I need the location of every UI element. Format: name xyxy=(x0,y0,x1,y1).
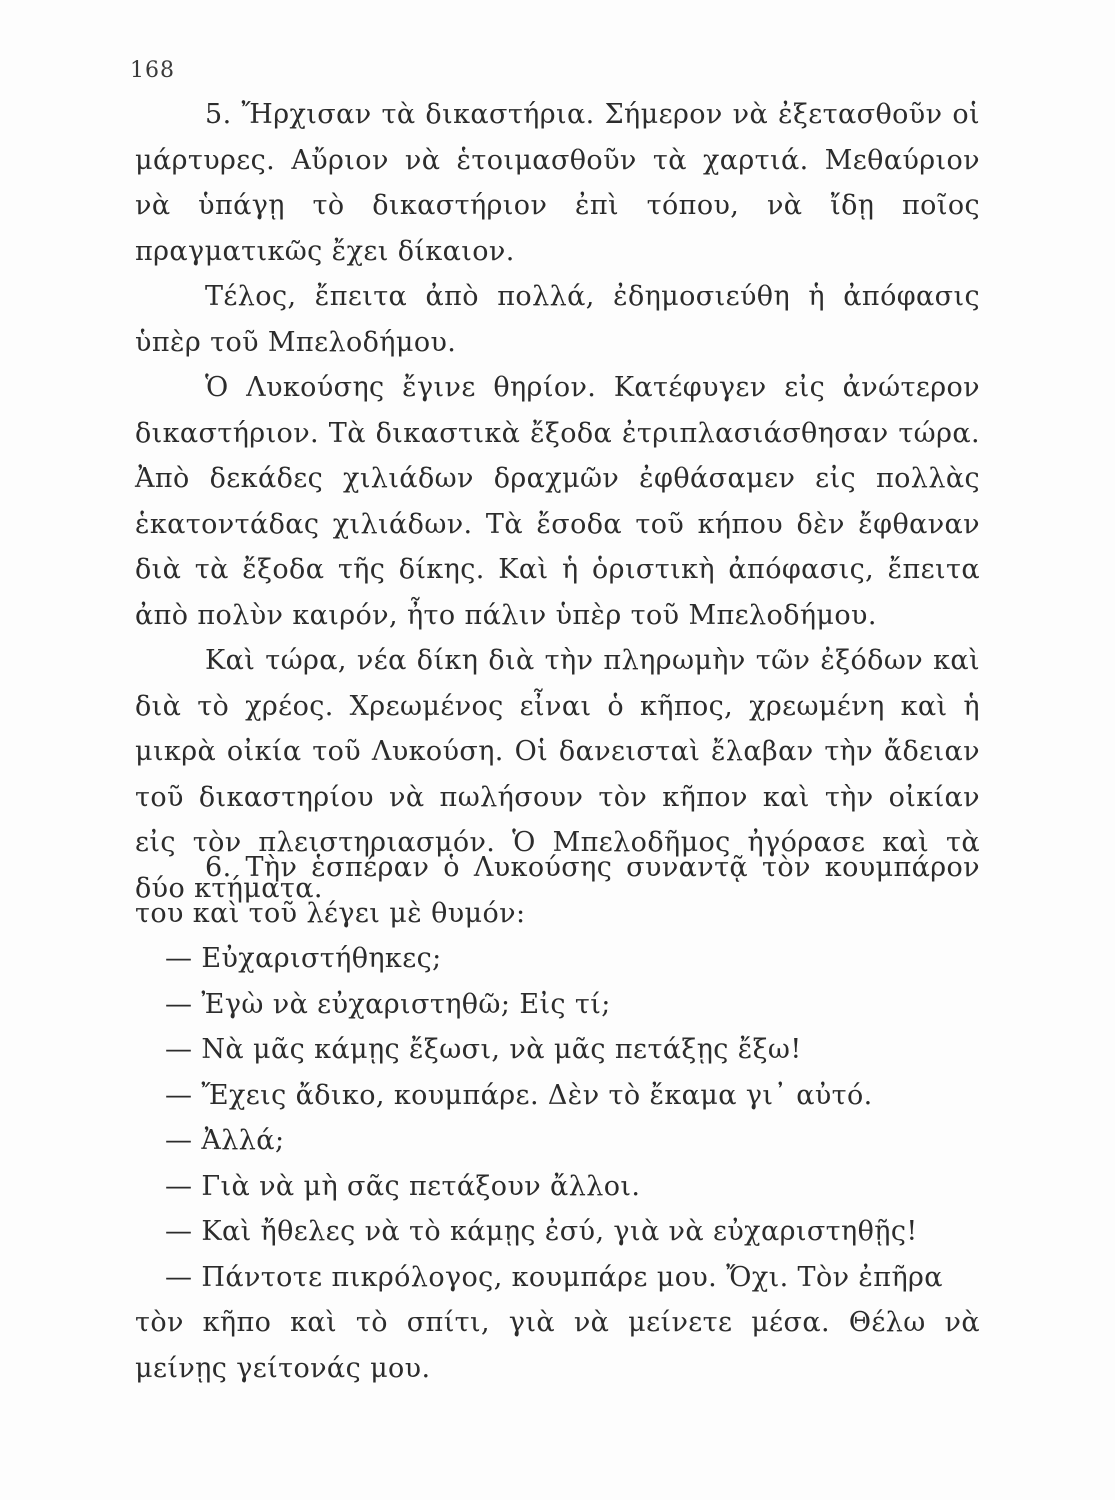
paragraph-5-courts: 5. Ἤρχισαν τὰ δικαστήρια. Σήμερον νὰ ἐξετασθοῦν οἱ μάρτυρες. Αὔριον νὰ ἑτοιμασθοῦν τὰ χαρτιά. Μεθαύριον νὰ ὑπάγῃ τὸ δικαστήριον ἐπὶ τόπου, νὰ ἴδῃ ποῖος πραγματικῶς ἔχει δίκαιον. xyxy=(135,99,980,267)
paragraph-5-appeal: Ὁ Λυκούσης ἔγινε θηρίον. Κατέφυγεν εἰς ἀνώτερον δικαστήριον. Τὰ δικαστικὰ ἔξοδα ἐτριπλασιάσθησαν τώρα. Ἀπὸ δεκάδες χιλιάδων δραχμῶν ἐφθάσαμεν εἰς πολλὰς ἑκατοντάδας χιλιάδων. Τὰ ἔσοδα τοῦ κήπου δὲν ἔφθαναν διὰ τὰ ἔξοδα τῆς δίκης. Καὶ ἡ ὁριστικὴ ἀπόφασις, ἔπειτα ἀπὸ πολὺν καιρόν, ἦτο πάλιν ὑπὲρ τοῦ Μπελοδήμου. xyxy=(135,372,980,631)
paragraph-5-verdict: Τέλος, ἔπειτα ἀπὸ πολλά, ἐδημοσιεύθη ἡ ἀπόφασις ὑπὲρ τοῦ Μπελοδήμου. xyxy=(135,281,980,358)
page-number: 168 xyxy=(130,58,175,83)
dialogue-line-final-continuation: τὸν κῆπο καὶ τὸ σπίτι, γιὰ νὰ μείνετε μέσα. Θέλω νὰ μείνῃς γείτονάς μου. xyxy=(135,1307,980,1384)
dialogue-line: — Ἐγὼ νὰ εὐχαριστηθῶ; Εἰς τί; xyxy=(165,988,611,1020)
dialogue-line: — Ἔχεις ἄδικο, κουμπάρε. Δὲν τὸ ἔκαμα γι᾿ αὐτό. xyxy=(165,1079,873,1111)
dialogue-line: — Καὶ ἤθελες νὰ τὸ κάμῃς ἐσύ, γιὰ νὰ εὐχαριστηθῇς! xyxy=(165,1216,918,1247)
paragraph-5-auction: Καὶ τώρα, νέα δίκη διὰ τὴν πληρωμὴν τῶν ἐξόδων καὶ διὰ τὸ χρέος. Χρεωμένος εἶναι ὁ κῆπος, χρεωμένη καὶ ἡ μικρὰ οἰκία τοῦ Λυκούση. Οἱ δανεισταὶ ἔλαβαν τὴν ἄδειαν τοῦ δικαστηρίου νὰ πωλήσουν τὸν κῆπον καὶ τὴν οἰκίαν εἰς τὸν πλειστηριασμόν. Ὁ Μπελοδῆμος ἠγόρασε καὶ τὰ δύο κτήματα. xyxy=(135,645,980,904)
dialogue-line: — Ἀλλά; xyxy=(165,1125,285,1156)
paragraph-6-intro: 6. Τὴν ἑσπέραν ὁ Λυκούσης συναντᾷ τὸν κουμπάρον του καὶ τοῦ λέγει μὲ θυμόν: xyxy=(135,852,980,929)
section-5 xyxy=(135,92,980,911)
dialogue-line: — Γιὰ νὰ μὴ σᾶς πετάξουν ἄλλοι. xyxy=(165,1170,641,1202)
section-6 xyxy=(135,845,980,1391)
dialogue-line: — Εὐχαριστήθηκες; xyxy=(165,943,442,974)
dialogue-line-final: — Πάντοτε πικρόλογος, κουμπάρε μου. Ὄχι. Τὸν ἐπῆρα xyxy=(165,1261,943,1293)
dialogue-line: — Νὰ μᾶς κάμῃς ἔξωσι, νὰ μᾶς πετάξῃς ἔξω! xyxy=(165,1034,802,1065)
